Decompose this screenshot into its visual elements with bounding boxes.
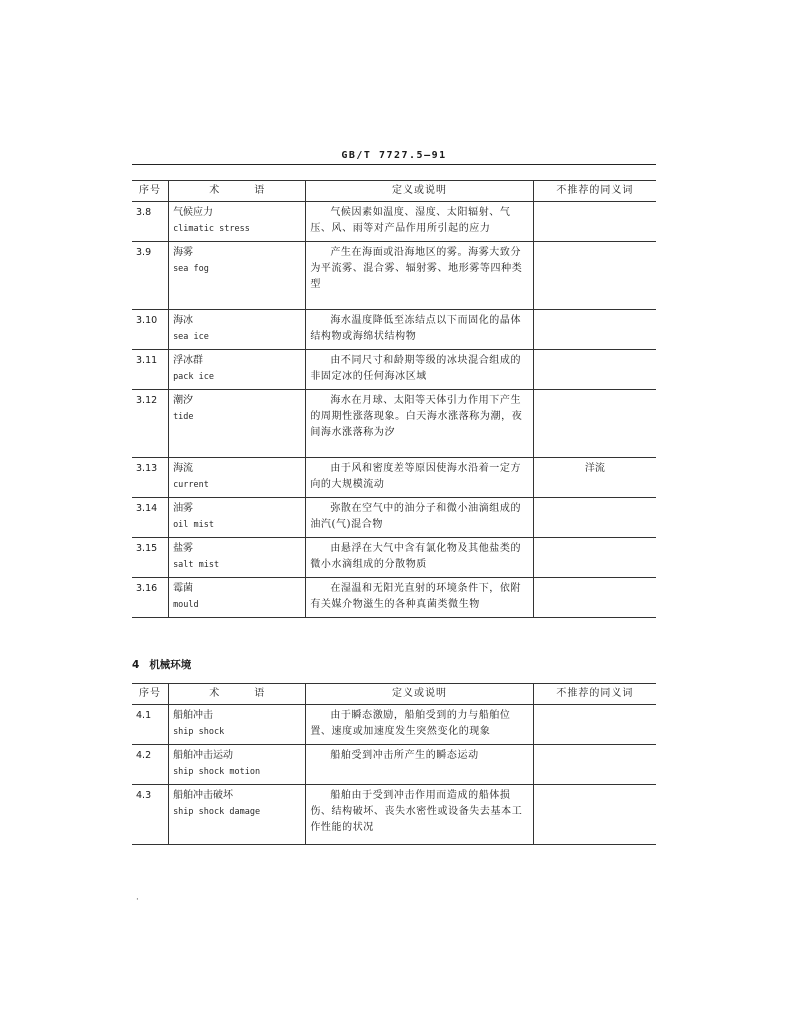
term-synonym bbox=[533, 578, 656, 618]
term-english: pack ice bbox=[173, 372, 215, 382]
term-english: salt mist bbox=[173, 560, 220, 570]
term-synonym bbox=[533, 310, 656, 350]
table-row bbox=[132, 705, 656, 745]
term-english: mould bbox=[173, 600, 199, 610]
term-number: 3.11 bbox=[132, 350, 169, 390]
term-chinese: 气候应力 bbox=[173, 207, 214, 218]
table-body bbox=[132, 705, 656, 845]
col-header-synonym: 不推荐的同义词 bbox=[533, 684, 656, 705]
term-english: ship shock bbox=[173, 727, 225, 737]
term-number: 3.10 bbox=[132, 310, 169, 350]
term-english: tide bbox=[173, 412, 194, 422]
table-row bbox=[132, 242, 656, 310]
term-synonym bbox=[533, 350, 656, 390]
section-number: 4 bbox=[132, 659, 140, 671]
term-synonym bbox=[533, 785, 656, 845]
term-chinese: 船舶冲击破坏 bbox=[173, 790, 234, 801]
col-header-definition: 定义或说明 bbox=[306, 181, 533, 202]
term-synonym bbox=[533, 202, 656, 242]
table-row bbox=[132, 350, 656, 390]
term-english: sea ice bbox=[173, 332, 209, 342]
term-number: 3.15 bbox=[132, 538, 169, 578]
term-cell bbox=[169, 310, 306, 350]
term-chinese: 浮冰群 bbox=[173, 355, 204, 366]
term-definition: 由于风和密度差等原因使海水沿着一定方向的大规模流动 bbox=[306, 458, 533, 498]
term-synonym bbox=[533, 538, 656, 578]
term-cell bbox=[169, 202, 306, 242]
term-cell bbox=[169, 390, 306, 458]
term-english: ship shock motion bbox=[173, 767, 261, 777]
term-definition: 由不同尺寸和龄期等级的冰块混合组成的非固定冰的任何海冰区域 bbox=[306, 350, 533, 390]
terms-table-mechanical bbox=[132, 683, 656, 845]
term-synonym bbox=[533, 390, 656, 458]
term-synonym bbox=[533, 498, 656, 538]
col-header-no: 序号 bbox=[132, 684, 169, 705]
term-definition: 船舶受到冲击所产生的瞬态运动 bbox=[306, 745, 533, 785]
term-number: 3.13 bbox=[132, 458, 169, 498]
scan-speck: · bbox=[136, 895, 139, 905]
term-synonym bbox=[533, 705, 656, 745]
term-chinese: 船舶冲击 bbox=[173, 710, 214, 721]
term-definition: 海水在月球、太阳等天体引力作用下产生的周期性涨落现象。白天海水涨落称为潮，夜间海水涨落称为汐 bbox=[306, 390, 533, 458]
term-english: ship shock damage bbox=[173, 807, 261, 817]
term-number: 4.3 bbox=[132, 785, 169, 845]
table-row bbox=[132, 202, 656, 242]
term-number: 3.8 bbox=[132, 202, 169, 242]
term-chinese: 油雾 bbox=[173, 503, 194, 514]
term-chinese: 船舶冲击运动 bbox=[173, 750, 234, 761]
term-number: 4.2 bbox=[132, 745, 169, 785]
table-row bbox=[132, 458, 656, 498]
term-cell bbox=[169, 350, 306, 390]
term-number: 4.1 bbox=[132, 705, 169, 745]
term-chinese: 潮汐 bbox=[173, 395, 194, 406]
term-english: current bbox=[173, 480, 209, 490]
term-cell bbox=[169, 745, 306, 785]
table-header-row bbox=[132, 181, 656, 202]
section-heading bbox=[132, 657, 191, 672]
header-rule bbox=[132, 164, 656, 165]
term-cell bbox=[169, 458, 306, 498]
table-row bbox=[132, 498, 656, 538]
section-title: 机械环境 bbox=[149, 659, 192, 671]
term-english: sea fog bbox=[173, 264, 209, 274]
term-cell bbox=[169, 242, 306, 310]
table-body bbox=[132, 202, 656, 618]
col-header-term: 术 语 bbox=[169, 181, 306, 202]
term-definition: 由于瞬态激励，船舶受到的力与船舶位置、速度或加速度发生突然变化的现象 bbox=[306, 705, 533, 745]
term-chinese: 霉菌 bbox=[173, 583, 194, 594]
term-definition: 气候因素如温度、湿度、太阳辐射、气压、风、雨等对产品作用所引起的应力 bbox=[306, 202, 533, 242]
table-row bbox=[132, 745, 656, 785]
term-definition: 由悬浮在大气中含有氯化物及其他盐类的微小水滴组成的分散物质 bbox=[306, 538, 533, 578]
table-row bbox=[132, 538, 656, 578]
term-number: 3.16 bbox=[132, 578, 169, 618]
term-cell bbox=[169, 538, 306, 578]
term-chinese: 盐雾 bbox=[173, 543, 194, 554]
term-english: climatic stress bbox=[173, 224, 250, 234]
term-definition: 船舶由于受到冲击作用而造成的船体损伤、结构破坏、丧失水密性或设备失去基本工作性能的状况 bbox=[306, 785, 533, 845]
table-row bbox=[132, 390, 656, 458]
term-english: oil mist bbox=[173, 520, 215, 530]
term-definition: 在湿温和无阳光直射的环境条件下，依附有关媒介物滋生的各种真菌类微生物 bbox=[306, 578, 533, 618]
term-synonym: 洋流 bbox=[533, 458, 656, 498]
table-row bbox=[132, 785, 656, 845]
term-chinese: 海流 bbox=[173, 463, 194, 474]
term-synonym bbox=[533, 242, 656, 310]
table-row bbox=[132, 578, 656, 618]
col-header-synonym: 不推荐的同义词 bbox=[533, 181, 656, 202]
term-definition: 产生在海面或沿海地区的雾。海雾大致分为平流雾、混合雾、辐射雾、地形雾等四种类型 bbox=[306, 242, 533, 310]
term-synonym bbox=[533, 745, 656, 785]
term-number: 3.14 bbox=[132, 498, 169, 538]
col-header-no: 序号 bbox=[132, 181, 169, 202]
term-number: 3.9 bbox=[132, 242, 169, 310]
col-header-definition: 定义或说明 bbox=[306, 684, 533, 705]
term-definition: 弥散在空气中的油分子和微小油滴组成的油汽(气)混合物 bbox=[306, 498, 533, 538]
term-cell bbox=[169, 705, 306, 745]
term-chinese: 海雾 bbox=[173, 247, 194, 258]
page-header: GB/T 7727.5—91 bbox=[341, 150, 447, 161]
col-header-term: 术 语 bbox=[169, 684, 306, 705]
term-chinese: 海冰 bbox=[173, 315, 194, 326]
terms-table-climate bbox=[132, 180, 656, 618]
term-cell bbox=[169, 578, 306, 618]
table-row bbox=[132, 310, 656, 350]
table-header-row bbox=[132, 684, 656, 705]
term-cell bbox=[169, 785, 306, 845]
term-cell bbox=[169, 498, 306, 538]
term-definition: 海水温度降低至冻结点以下而固化的晶体结构物或海绵状结构物 bbox=[306, 310, 533, 350]
term-number: 3.12 bbox=[132, 390, 169, 458]
